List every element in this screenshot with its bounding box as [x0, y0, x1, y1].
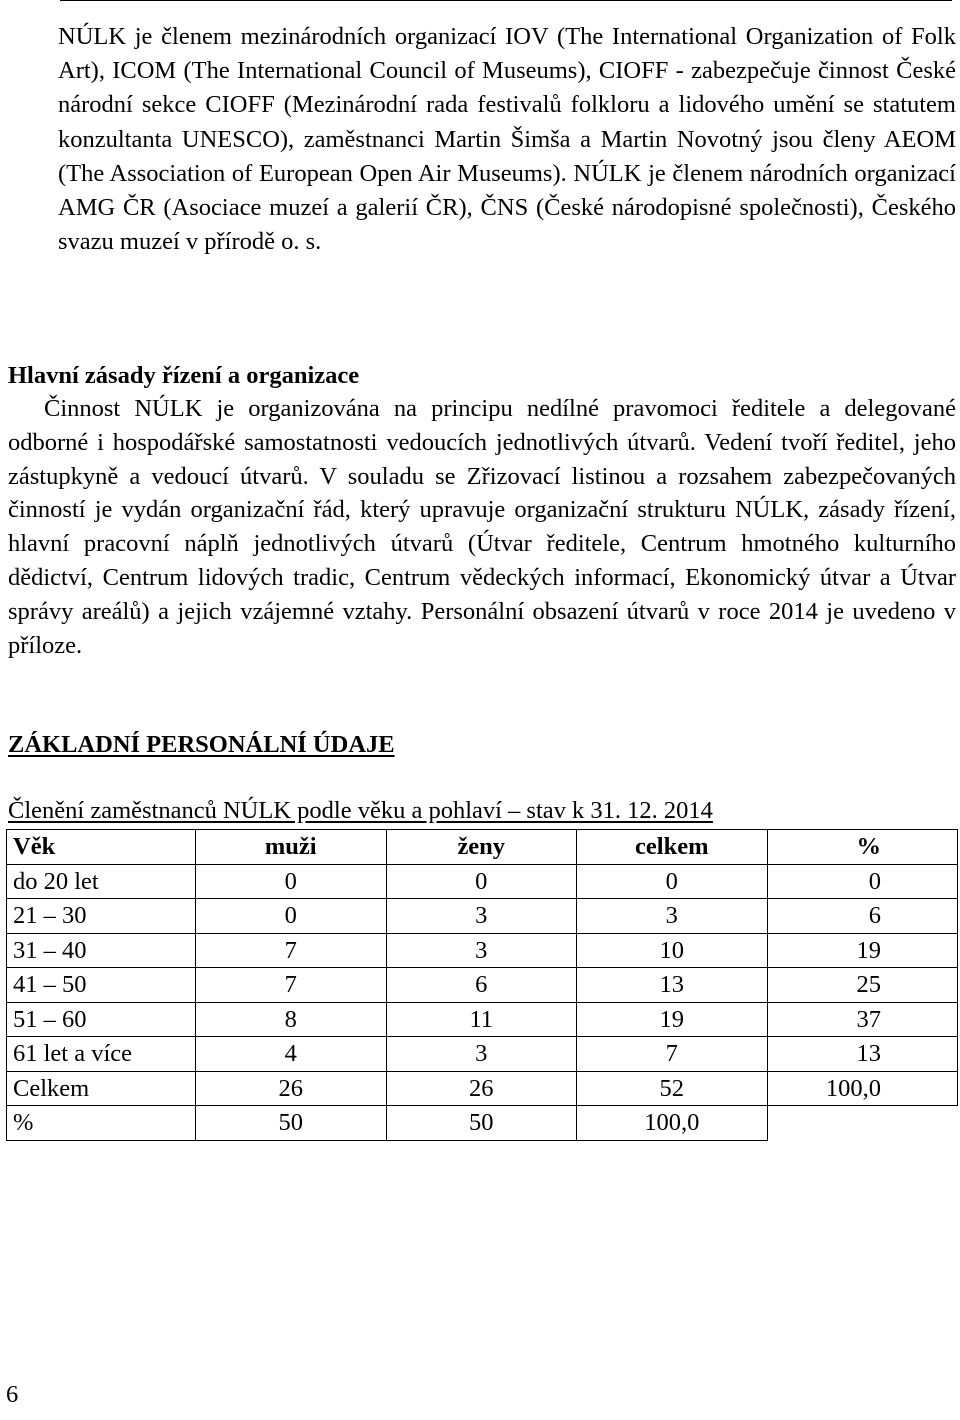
women-cell: 50: [386, 1106, 577, 1141]
principles-paragraph: Činnost NÚLK je organizována na principu nedílné pravomoci ředitele a delegované odborné i hospodářské samostatnosti vedoucích jednotlivých útvarů. Vedení tvoří ředitel, jeho zástupkyně a vedoucí útvarů. V souladu se Zřizovací listinou a rozsahem zabezpečovaných činností je vydán organizační řád, který upravuje organizační strukturu NÚLK, zásady řízení, hlavní pracovní náplň jednotlivých útvarů (Útvar ředitele, Centrum hmotného kulturního dědictví, Centrum lidových tradic, Centrum vědeckých informací, Ekonomický útvar a Útvar správy areálů) a jejich vzájemné vztahy. Personální obsazení útvarů v roce 2014 je uvedeno v příloze.: [8, 395, 956, 659]
men-cell: 7: [196, 968, 387, 1003]
top-rule: [60, 0, 952, 1]
table-row: [7, 864, 958, 899]
table-row-percent: [7, 1106, 958, 1141]
total-cell: 19: [577, 1002, 768, 1037]
column-header-men: muži: [196, 830, 387, 865]
percent-cell: 13: [767, 1037, 958, 1072]
women-cell: 0: [386, 864, 577, 899]
men-cell: 0: [196, 899, 387, 934]
women-cell: 3: [386, 933, 577, 968]
women-cell: 3: [386, 899, 577, 934]
column-header-women: ženy: [386, 830, 577, 865]
table-row: [7, 933, 958, 968]
column-header-age: Věk: [7, 830, 196, 865]
row-label: Celkem: [7, 1071, 196, 1106]
intro-paragraph: NÚLK je členem mezinárodních organizací IOV (The International Organization of Folk Art), ICOM (The International Council of Museums), CIOFF - zabezpečuje činnost České národní sekce CIOFF (Mezinárodní rada festivalů folkloru a lidového umění se statutem konzultanta UNESCO), zaměstnanci Martin Šimša a Martin Novotný jsou členy AEOM (The Association of European Open Air Museums). NÚLK je členem národních organizací AMG ČR (Asociace muzeí a galerií ČR), ČNS (České národopisné společnosti), Českého svazu muzeí v přírodě o. s.: [58, 23, 956, 256]
percent-cell: 6: [767, 899, 958, 934]
women-cell: 6: [386, 968, 577, 1003]
column-header-percent: %: [767, 830, 958, 865]
total-cell: 7: [577, 1037, 768, 1072]
women-cell: 26: [386, 1071, 577, 1106]
percent-cell: 19: [767, 933, 958, 968]
total-cell: 10: [577, 933, 768, 968]
page-number: 6: [6, 1381, 19, 1408]
men-cell: 26: [196, 1071, 387, 1106]
table-row-total: [7, 1071, 958, 1106]
percent-cell: 25: [767, 968, 958, 1003]
percent-cell: 100,0: [767, 1071, 958, 1106]
row-label: 61 let a více: [7, 1037, 196, 1072]
total-cell: 3: [577, 899, 768, 934]
total-cell: 100,0: [577, 1106, 768, 1141]
table-row: [7, 1037, 958, 1072]
row-label: 51 – 60: [7, 1002, 196, 1037]
row-label: 21 – 30: [7, 899, 196, 934]
men-cell: 7: [196, 933, 387, 968]
total-cell: 13: [577, 968, 768, 1003]
total-cell: 52: [577, 1071, 768, 1106]
table-row: [7, 968, 958, 1003]
men-cell: 8: [196, 1002, 387, 1037]
table-header-row: [7, 830, 958, 865]
percent-cell: 0: [767, 864, 958, 899]
row-label: %: [7, 1106, 196, 1141]
men-cell: 50: [196, 1106, 387, 1141]
principles-heading: Hlavní zásady řízení a organizace: [8, 362, 360, 389]
women-cell: 3: [386, 1037, 577, 1072]
men-cell: 0: [196, 864, 387, 899]
column-header-total: celkem: [577, 830, 768, 865]
row-label: 41 – 50: [7, 968, 196, 1003]
table-row: [7, 1002, 958, 1037]
row-label: do 20 let: [7, 864, 196, 899]
men-cell: 4: [196, 1037, 387, 1072]
total-cell: 0: [577, 864, 768, 899]
table-caption: Členění zaměstnanců NÚLK podle věku a pohlaví – stav k 31. 12. 2014: [8, 797, 713, 824]
personnel-heading: ZÁKLADNÍ PERSONÁLNÍ ÚDAJE: [8, 731, 395, 758]
row-label: 31 – 40: [7, 933, 196, 968]
percent-cell: 37: [767, 1002, 958, 1037]
women-cell: 11: [386, 1002, 577, 1037]
age-gender-table: [6, 829, 958, 1141]
percent-cell-empty: [767, 1106, 958, 1141]
table-row: [7, 899, 958, 934]
